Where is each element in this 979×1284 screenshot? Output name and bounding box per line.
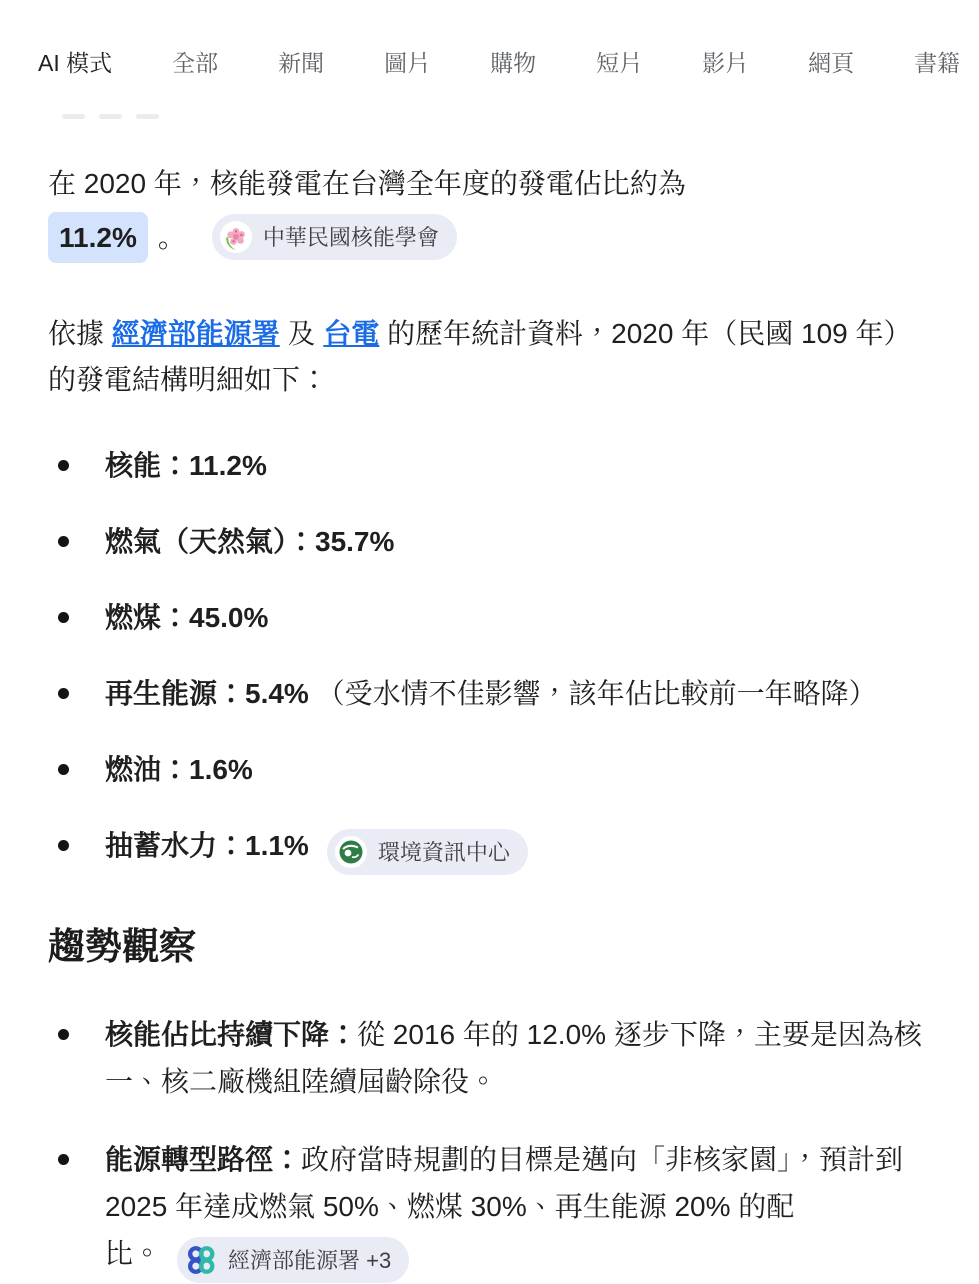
sources-paragraph [48, 311, 931, 403]
intro-paragraph [48, 161, 931, 261]
tab-news[interactable]: 新聞 [278, 50, 325, 76]
p2-mid: 及 [279, 318, 324, 349]
tab-books[interactable]: 書籍 [914, 50, 961, 76]
nuclear-society-flower-icon [220, 221, 252, 253]
tab-ai-mode[interactable]: AI 模式 [38, 50, 113, 76]
list-item [48, 671, 931, 716]
source-chip-environment-info-center[interactable] [327, 829, 528, 875]
item-label: 燃油：1.6% [105, 754, 253, 785]
section-heading-trends: 趨勢觀察 [48, 926, 196, 967]
green-globe-icon [335, 836, 367, 868]
loading-dash [62, 114, 85, 119]
bullet-icon [58, 612, 69, 623]
trends-list [48, 1011, 931, 1283]
bullet-icon [58, 536, 69, 547]
item-note: （受水情不佳影響，該年佔比較前一年略降） [316, 678, 877, 709]
source-chip-label: 中華民國核能學會 [262, 224, 439, 250]
list-item [48, 747, 931, 792]
source-chip-label: 環境資訊中心 [377, 839, 510, 865]
item-label: 核能：11.2% [105, 450, 267, 481]
highlighted-value: 11.2% [48, 212, 148, 263]
item-label: 再生能源：5.4% [105, 678, 309, 709]
trend-text-tail: 比。 [105, 1238, 162, 1269]
item-label: 燃氣（天然氣）：35.7% [105, 526, 395, 557]
trend-lead: 核能佔比持續下降： [105, 1019, 358, 1050]
item-label: 燃煤：45.0% [105, 602, 269, 633]
source-chip-label: 經濟部能源署 +3 [228, 1247, 392, 1273]
bullet-icon [58, 764, 69, 775]
bullet-icon [58, 1154, 69, 1165]
tab-shorts[interactable]: 短片 [596, 50, 643, 76]
loading-placeholder [62, 114, 979, 119]
tab-videos[interactable]: 影片 [702, 50, 749, 76]
source-chip-nuclear-society[interactable] [212, 214, 457, 260]
loading-dash [99, 114, 122, 119]
ai-answer-panel [0, 161, 979, 1283]
intro-line2 [48, 213, 931, 261]
loading-dash [136, 114, 159, 119]
p2-suffix: 的歷年統計資料，2020 年（民國 109 年）的發電結構明細如下： [48, 318, 912, 395]
tab-images[interactable]: 圖片 [384, 50, 431, 76]
list-item [48, 1136, 931, 1283]
list-item [48, 595, 931, 640]
link-energy-administration[interactable]: 經濟部能源署 [111, 318, 280, 349]
search-mode-tabs [0, 0, 979, 78]
intro-line1: 在 2020 年，核能發電在台灣全年度的發電佔比約為 [48, 168, 686, 199]
p2-prefix: 依據 [48, 318, 112, 349]
list-item [48, 519, 931, 564]
intro-period: 。 [157, 221, 186, 253]
bullet-icon [58, 840, 69, 851]
trend-text: 政府當時規劃的目標是邁向「非核家園」，預計到 2025 年達成燃氣 50%、燃煤 30%、再生能源 20% 的配 [105, 1144, 904, 1222]
energy-bureau-88-icon [185, 1244, 217, 1276]
list-item [48, 823, 931, 875]
list-item [48, 443, 931, 488]
trend-lead: 能源轉型路徑： [105, 1144, 302, 1175]
item-label: 抽蓄水力：1.1% [105, 830, 309, 861]
list-item [48, 1011, 931, 1105]
bullet-icon [58, 688, 69, 699]
bullet-icon [58, 1029, 69, 1040]
trend-text: 從 2016 年的 12.0% 逐步下降，主要是因為核一、核二廠機組陸續屆齡除役。 [105, 1019, 922, 1097]
link-taipower[interactable]: 台電 [323, 318, 380, 349]
generation-breakdown-list [48, 443, 931, 875]
tab-all[interactable]: 全部 [172, 50, 219, 76]
tab-web[interactable]: 網頁 [808, 50, 855, 76]
source-chip-energy-bureau[interactable] [177, 1237, 409, 1283]
tab-shopping[interactable]: 購物 [490, 50, 537, 76]
bullet-icon [58, 460, 69, 471]
